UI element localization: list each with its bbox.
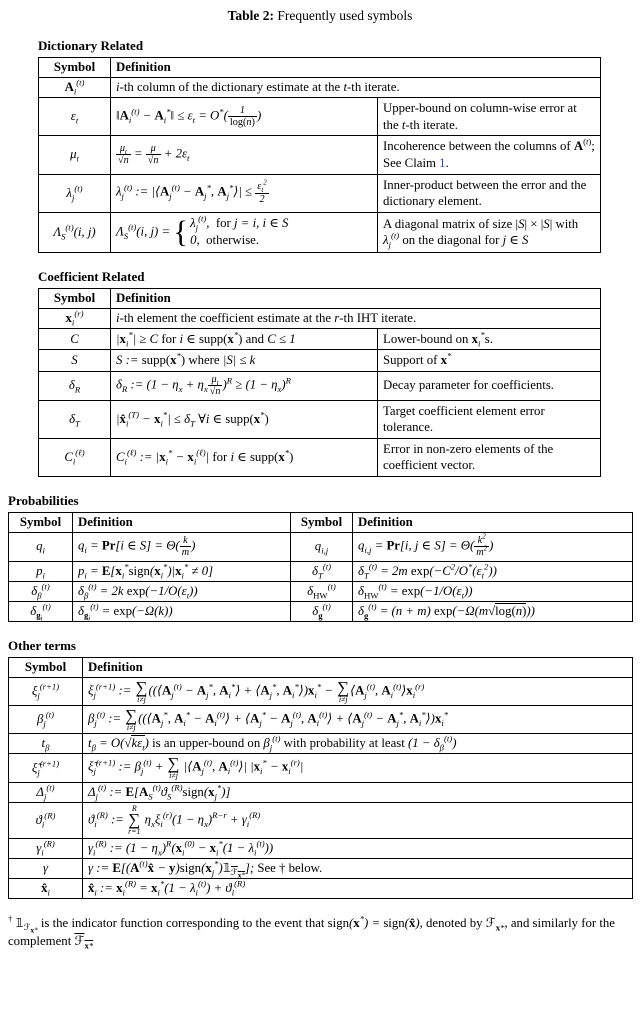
description-cell: Incoherence between the columns of $A^{(t)}$; See Claim 1.	[378, 136, 601, 174]
symbol-cell: $x̂_i$	[9, 878, 83, 898]
claim-ref-link[interactable]: 1	[439, 155, 446, 170]
description-cell: Inner-product between the error and the dictionary element.	[378, 174, 601, 212]
table-row	[9, 878, 633, 898]
definition-cell: $x̂_i$ := $x_i^{(R)} = x_i^*(1 - \lambda_i^{(t)}) + ϑ_i^{(R)}$	[83, 878, 633, 898]
other-terms-table	[8, 657, 633, 899]
column-header: Definition	[83, 657, 633, 677]
symbol-cell: $\delta_R$	[39, 372, 111, 401]
dictionary-related-table	[38, 57, 601, 253]
definition-cell: $\delta_{g_i}^{(t)} = \exp(-\Omega(k))$	[73, 601, 291, 621]
table-row	[9, 561, 633, 581]
column-header: Symbol	[39, 58, 111, 78]
symbol-cell: $\delta_{g_i}^{(t)}$	[9, 601, 73, 621]
other-terms-heading: Other terms	[8, 637, 76, 653]
table-row	[39, 98, 601, 136]
symbol-cell: $\Lambda_S^{(t)}(i$, j)	[39, 212, 111, 252]
definition-cell: γ := $E[(A^{(t)}x̂$ − $y)sign(x_j^*)𝟙_{ℱ_{x*}}$]; See † below.	[83, 858, 633, 878]
probabilities-heading: Probabilities	[8, 493, 79, 508]
column-header: Symbol	[291, 513, 353, 533]
symbol-cell: C	[39, 328, 111, 350]
table-row	[39, 438, 601, 476]
description-cell: Support of x*	[378, 350, 601, 372]
table-row	[9, 706, 633, 734]
table-row	[9, 601, 633, 621]
column-header: Definition	[111, 58, 601, 78]
definition-cell: $\lambda_j^{(t)}$ := $|⟨A_j^{(t)} - A_j^*$, $A_j^*⟩|$ ≤ $\frac{\varepsilon_t^2}{2}$	[111, 174, 378, 212]
probabilities-table	[8, 512, 633, 622]
table-row	[39, 308, 601, 328]
definition-cell: $\gamma_i^{(R)}$ := $(1 - \eta_x)^R(x_i^{(0)} - x_i^*(1 - \lambda_i^{(t)}))$	[83, 838, 633, 858]
table-row	[39, 372, 601, 401]
symbol-cell: $q_i$	[9, 533, 73, 562]
definition-cell: i-th column of the dictionary estimate at the t-th iterate.	[111, 78, 601, 98]
definition-cell: $\delta_\beta^{(t)} = 2k$ $\exp(-1/O(\varepsilon_t))$	[73, 581, 291, 601]
definition-cell: $t_\beta = O(√k\varepsilon_t)$ is an upper-bound on $\beta_j^{(t)}$ with probability at least $(1 - \delta_\beta^{(t)})$	[83, 734, 633, 754]
symbol-cell: $\delta_T$	[39, 400, 111, 438]
symbol-cell: $C_i^{(\ell)}$	[39, 438, 111, 476]
table-row	[9, 533, 633, 562]
symbol-cell: $\delta_\beta^{(t)}$	[9, 581, 73, 601]
table-row	[39, 400, 601, 438]
symbol-cell: $q_{i,j}$	[291, 533, 353, 562]
symbol-cell: $ϑ_i^{(R)}$	[9, 802, 83, 838]
column-header: Symbol	[9, 513, 73, 533]
symbol-cell: $\delta_T^{(t)}$	[291, 561, 353, 581]
definition-cell: i-th element the coefficient estimate at the r-th IHT iterate.	[111, 308, 601, 328]
symbol-cell: $\delta_{HW}^{(t)}$	[291, 581, 353, 601]
column-header: Definition	[111, 288, 601, 308]
table-row	[9, 677, 633, 705]
symbol-cell: $\beta_j^{(t)}$	[9, 706, 83, 734]
table-row	[39, 212, 601, 252]
table-row	[9, 734, 633, 754]
column-header: Symbol	[9, 657, 83, 677]
column-header: Symbol	[39, 288, 111, 308]
table-row	[9, 754, 633, 782]
header-row	[39, 288, 601, 308]
symbol-cell: $\xĩ_j^{(r+1)}$	[9, 754, 83, 782]
definition-cell: S := supp(x*) where |S| ≤ k	[111, 350, 378, 372]
symbol-cell: $\xi_j^{(r+1)}$	[9, 677, 83, 705]
table-row	[9, 858, 633, 878]
definition-cell: $p_i$ = $E[x_i^*sign(x_i^*)|x_i^* \ne 0]$	[73, 561, 291, 581]
table-row	[9, 581, 633, 601]
definition-cell: $\xi_j^{(r+1)}$ := ∑ i≠j (($⟨A_j^{(t)} - A_j^*$, $A_i^*⟩$ + $⟨A_j^*$, $A_i^*⟩)x_i^*$ − ∑ i≠j $⟨A_j^{(t)}$, $A_i^{(t)}⟩x_i^{(r)}$	[83, 677, 633, 705]
coefficient-related-heading: Coefficient Related	[38, 268, 145, 284]
definition-cell: $\delta_g^{(t)} = (n + m)$ exp(−Ω(m√log(n)))	[353, 601, 633, 621]
definition-cell: $|x̂_i^{(T)} - x_i^*| \le \delta_T$ ∀i ∈ supp(x*)	[111, 400, 378, 438]
definition-cell: $\delta_R$ := ($1 - \eta_x + \eta_x$ $\frac{\mu_t}{√n}$ )$^R \ge (1 - \eta_x)^R$	[111, 372, 378, 401]
table-row	[39, 136, 601, 174]
symbol-cell: $t_\beta$	[9, 734, 83, 754]
description-cell: Upper-bound on column-wise error at the t-th iterate.	[378, 98, 601, 136]
symbol-cell: $\Delta_j^{(t)}$	[9, 782, 83, 802]
caption-label: Table 2:	[227, 8, 274, 23]
definition-cell: $|x_i^*| \ge C$ for i ∈ supp(x*) and C ≤ 1	[111, 328, 378, 350]
description-cell: Decay parameter for coefficients.	[378, 372, 601, 401]
definition-cell: $\Lambda_S^{(t)}(i$, j) = { $\lambda_j^{(t)}$, for j = i, i ∈ S 0, otherwise.	[111, 212, 378, 252]
definition-cell: $\Delta_j^{(t)}$ := $E[A_S^{(t)}ϑ_S^{(R)}sign(x_j^*)]$	[83, 782, 633, 802]
table-row	[9, 838, 633, 858]
symbol-cell: $\lambda_j^{(t)}$	[39, 174, 111, 212]
definition-cell: $\beta_j^{(t)}$ := ∑ i≠j (($⟨A_j^*$, $A_i^*$ − $A_i^{(t)}⟩$ + $⟨A_j^* - A_j^{(t)}$, $A_i^{(t)}⟩$ + $⟨A_j^{(t)} - A_j^*$, $A_i^*⟩)x_i^*$	[83, 706, 633, 734]
table-row	[9, 802, 633, 838]
coefficient-related-table	[38, 288, 601, 477]
description-cell: Error in non-zero elements of the coefficient vector.	[378, 438, 601, 476]
definition-cell: $C_i^{(\ell)}$ := $|x_i^* - x_i^{(\ell)}|$ for i ∈ supp(x*)	[111, 438, 378, 476]
definition-cell: $\delta_{HW}^{(t)} = \exp(-1/O(\varepsilon_t))$	[353, 581, 633, 601]
definition-cell: $\delta_T^{(t)} = 2m$ $\exp(-C^2/O^*(\varepsilon_t^2))$	[353, 561, 633, 581]
header-row	[39, 58, 601, 78]
symbol-cell: $x_i^{(r)}$	[39, 308, 111, 328]
description-cell: A diagonal matrix of size |S| × |S| with $\lambda_j^{(t)}$ on the diagonal for j ∈ S	[378, 212, 601, 252]
symbol-cell: $p_i$	[9, 561, 73, 581]
symbol-cell: γ	[9, 858, 83, 878]
dictionary-related-heading: Dictionary Related	[38, 38, 144, 53]
column-header: Definition	[73, 513, 291, 533]
definition-cell: $q_i = Pr[i$ ∈ S] = Θ( $\frac{k}{m}$ )	[73, 533, 291, 562]
symbol-cell: $\gamma_i^{(R)}$	[9, 838, 83, 858]
symbol-cell: $\delta_g^{(t)}$	[291, 601, 353, 621]
symbol-cell: $\mu_t$	[39, 136, 111, 174]
table-caption	[8, 8, 632, 24]
header-row	[9, 513, 633, 533]
column-header: Definition	[353, 513, 633, 533]
description-cell: Target coefficient element error tolerance.	[378, 400, 601, 438]
definition-cell: $ϑ_i^{(R)}$ := R ∑ r=1 $\eta_x\xi_i^{(r)}(1 - \eta_x)^{R-r} + \gamma_i^{(R)}$	[83, 802, 633, 838]
table-row	[9, 782, 633, 802]
header-row	[9, 657, 633, 677]
symbol-cell: $A_i^{(t)}$	[39, 78, 111, 98]
description-cell: Lower-bound on $x_i^*s$.	[378, 328, 601, 350]
symbol-cell: $\varepsilon_t$	[39, 98, 111, 136]
caption-text: Frequently used symbols	[277, 8, 413, 23]
symbol-cell: S	[39, 350, 111, 372]
table-row	[39, 174, 601, 212]
definition-cell: $‖A_i^{(t)}$ − $A_i^*‖ \le \varepsilon_t = O^*$( $\frac{1}{\log(n)}$ )	[111, 98, 378, 136]
table-row	[39, 328, 601, 350]
definition-cell: $\frac{\mu_t}{√n}$ = $\frac{\mu}{√n}$ + $2\varepsilon_t$	[111, 136, 378, 174]
footnote: † $𝟙_{ℱ_{x*}}$ is the indicator function corresponding to the event that sign(x*) = sign(x̂), denoted by ℱ$_{x*}$, and similarly for the complement ℱ$_{x*}$	[8, 913, 615, 951]
definition-cell: $\xĩ_j^{(r+1)}$ := $\beta_j^{(t)}$ + ∑ i≠j $|⟨A_j^{(t)}$, $A_i^{(t)}⟩|$ $|x_i^* - x_i^{(r)}|$	[83, 754, 633, 782]
table-row	[39, 78, 601, 98]
definition-cell: $q_{i,j} = Pr[i$, j ∈ S] = Θ( $\frac{k^2}{m^2}$ )	[353, 533, 633, 562]
table-row	[39, 350, 601, 372]
